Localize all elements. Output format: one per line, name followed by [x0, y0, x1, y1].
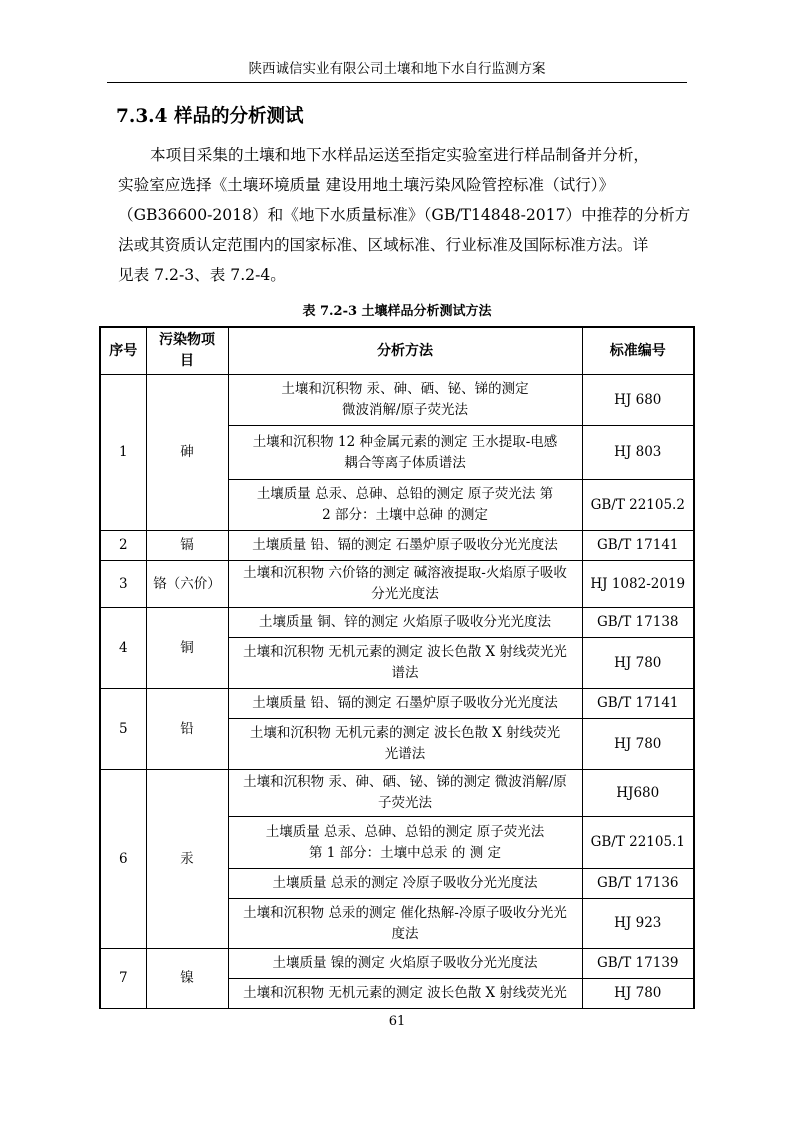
cell-method — [228, 375, 582, 426]
method-line: 土壤质量 铜、锌的测定 火焰原子吸收分光光度法 — [258, 614, 552, 630]
method-line: 土壤和沉积物 总汞的测定 催化热解-冷原子吸收分光光 — [243, 904, 567, 921]
cell-method — [228, 719, 582, 770]
paragraph-line: 实验室应选择《土壤环境质量 建设用地土壤污染风险管控标准（试行）》 — [118, 176, 615, 194]
cell-standard: HJ 923 — [582, 899, 694, 949]
cell-method — [228, 770, 582, 817]
analysis-methods-table — [99, 326, 695, 1009]
cell-method — [228, 979, 582, 1009]
method-line: 土壤和沉积物 12 种金属元素的测定 王水提取-电感 — [252, 433, 558, 450]
cell-standard: HJ 680 — [582, 375, 694, 426]
paragraph-line: 法或其资质认定范围内的国家标准、区域标准、行业标准及国际标准方法。详 — [118, 236, 649, 254]
header-cell-method: 分析方法 — [228, 327, 582, 375]
cell-pollutant: 砷 — [146, 375, 228, 531]
cell-standard: HJ 780 — [582, 979, 694, 1009]
table-row — [100, 375, 694, 426]
method-line: 土壤质量 铅、镉的测定 石墨炉原子吸收分光光度法 — [252, 695, 558, 711]
cell-method — [228, 561, 582, 608]
cell-method — [228, 817, 582, 869]
cell-serial-number: 1 — [100, 375, 146, 531]
table-row — [100, 770, 694, 817]
cell-standard: GB/T 22105.2 — [582, 480, 694, 531]
header-rule — [107, 82, 687, 83]
cell-standard: HJ 803 — [582, 426, 694, 480]
method-line: 土壤和沉积物 无机元素的测定 波长色散 X 射线荧光 — [249, 725, 561, 741]
method-line: 土壤质量 总汞、总砷、总铅的测定 原子荧光法 第 — [256, 486, 554, 502]
cell-standard: GB/T 17141 — [582, 689, 694, 719]
method-line: 土壤和沉积物 汞、砷、硒、铋、锑的测定 微波消解/原 — [243, 774, 567, 790]
method-line: 土壤质量 镍的测定 火焰原子吸收分光光度法 — [272, 955, 538, 971]
paragraph-line: 本项目采集的土壤和地下水样品运送至指定实验室进行样品制备并分析， — [150, 146, 650, 164]
cell-method — [228, 689, 582, 719]
method-line: 土壤和沉积物 汞、砷、硒、铋、锑的测定 — [281, 381, 529, 397]
method-line: 微波消解/原子荧光法 — [341, 402, 469, 418]
cell-method — [228, 869, 582, 899]
section-title: 7.3.4 样品的分析测试 — [116, 106, 304, 127]
cell-pollutant: 铜 — [146, 608, 228, 689]
table-caption: 表 7.2-3 土壤样品分析测试方法 — [302, 304, 492, 319]
method-line: 土壤和沉积物 无机元素的测定 波长色散 X 射线荧光光 — [243, 985, 567, 1001]
cell-method — [228, 426, 582, 480]
cell-standard: HJ 1082-2019 — [582, 561, 694, 608]
table-row — [100, 561, 694, 608]
method-line: 第 1 部分：土壤中总汞 的 测 定 — [308, 844, 502, 861]
method-line: 耦合等离子体质谱法 — [344, 454, 466, 471]
cell-pollutant: 镍 — [146, 949, 228, 1009]
cell-method — [228, 531, 582, 561]
cell-standard: HJ 780 — [582, 638, 694, 689]
method-line: 谱法 — [391, 665, 419, 681]
cell-standard: GB/T 17139 — [582, 949, 694, 979]
table-row — [100, 949, 694, 979]
cell-serial-number: 2 — [100, 531, 146, 561]
cell-method — [228, 608, 582, 638]
cell-method — [228, 899, 582, 949]
method-line: 分光光度法 — [371, 586, 439, 602]
method-line: 土壤和沉积物 六价铬的测定 碱溶液提取-火焰原子吸收 — [243, 565, 567, 581]
cell-serial-number: 4 — [100, 608, 146, 689]
header-cell-pollutant: 污染物项目 — [146, 327, 228, 375]
cell-method — [228, 949, 582, 979]
paragraph-line: （GB36600-2018）和《地下水质量标准》（GB/T14848-2017）中推荐的分析方 — [118, 206, 691, 224]
method-line: 土壤质量 总汞的测定 冷原子吸收分光光度法 — [272, 875, 538, 891]
page-header: 陕西诚信实业有限公司土壤和地下水自行监测方案 — [248, 61, 546, 77]
cell-serial-number: 3 — [100, 561, 146, 608]
cell-standard: GB/T 17141 — [582, 531, 694, 561]
table-header-row — [100, 327, 694, 375]
table-row — [100, 689, 694, 719]
method-line: 度法 — [391, 925, 419, 942]
cell-pollutant: 汞 — [146, 770, 228, 949]
method-line: 子荧光法 — [378, 795, 432, 811]
table-row — [100, 531, 694, 561]
method-line: 土壤质量 总汞、总砷、总铅的测定 原子荧光法 — [265, 823, 545, 840]
cell-method — [228, 638, 582, 689]
page-number: 61 — [388, 1014, 406, 1029]
method-line: 土壤质量 铅、镉的测定 石墨炉原子吸收分光光度法 — [252, 537, 558, 553]
cell-serial-number: 6 — [100, 770, 146, 949]
cell-serial-number: 5 — [100, 689, 146, 770]
method-line: 土壤和沉积物 无机元素的测定 波长色散 X 射线荧光光 — [243, 644, 567, 660]
cell-standard: GB/T 17136 — [582, 869, 694, 899]
cell-method — [228, 480, 582, 531]
table-body — [100, 375, 694, 1009]
body-paragraph — [118, 140, 691, 290]
method-line: 2 部分：土壤中总砷 的测定 — [322, 507, 488, 523]
cell-standard: HJ 780 — [582, 719, 694, 770]
cell-standard: HJ680 — [582, 770, 694, 817]
paragraph-line: 见表 7.2-3、表 7.2-4。 — [118, 266, 286, 284]
header-cell-standard: 标准编号 — [582, 327, 694, 375]
method-line: 光谱法 — [384, 746, 426, 762]
cell-standard: GB/T 22105.1 — [582, 817, 694, 869]
cell-serial-number: 7 — [100, 949, 146, 1009]
header-cell-no: 序号 — [100, 327, 146, 375]
cell-pollutant: 镉 — [146, 531, 228, 561]
cell-standard: GB/T 17138 — [582, 608, 694, 638]
cell-pollutant: 铬（六价） — [146, 561, 228, 608]
table-row — [100, 608, 694, 638]
cell-pollutant: 铅 — [146, 689, 228, 770]
